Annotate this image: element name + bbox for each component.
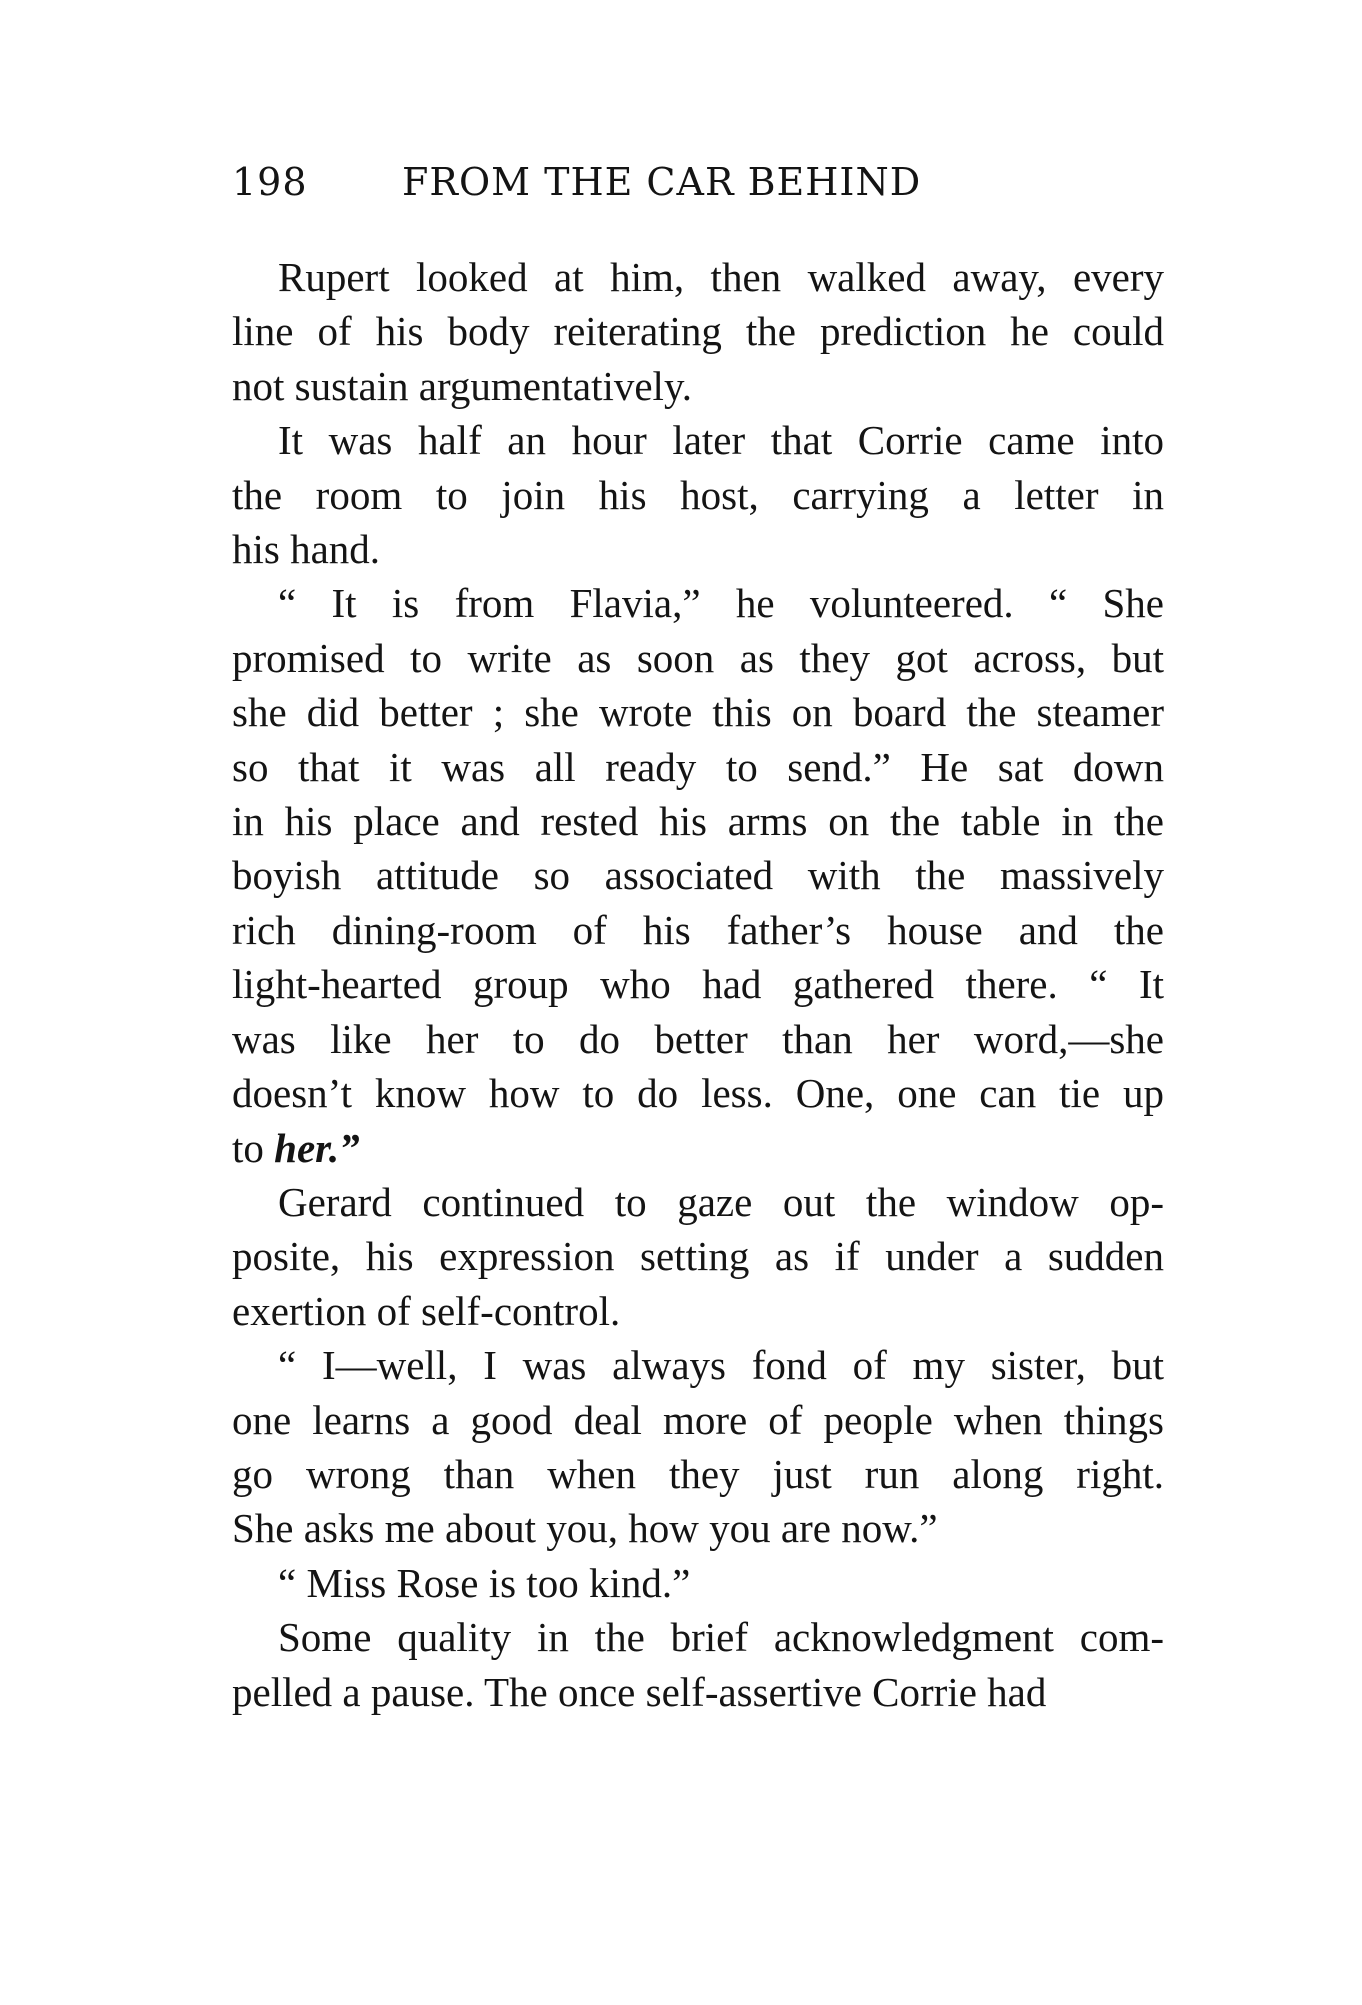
text-line: she did better ; she wrote this on board the steamer: [232, 689, 1164, 736]
text-line: line of his body reiterating the prediction he could: [232, 308, 1164, 355]
text-line: boyish attitude so associated with the massively: [232, 852, 1164, 899]
text-line: [232, 1121, 1164, 1175]
running-title: FROM THE CAR BEHIND: [402, 160, 922, 204]
text-line: Rupert looked at him, then walked away, every: [278, 254, 1164, 300]
text-line: doesn’t know how to do less. One, one can tie up: [232, 1070, 1164, 1117]
text-line: Some quality in the brief acknowledgment com-: [278, 1614, 1164, 1661]
paragraph: [232, 1338, 1164, 1556]
text-line: his hand.: [232, 526, 381, 573]
text-line: promised to write as soon as they got across, but: [232, 634, 1164, 681]
paragraph: [232, 250, 1164, 413]
paragraph: [232, 413, 1164, 576]
text-line: She asks me about you, how you are now.”: [232, 1505, 938, 1552]
text-line: so that it was all ready to send.” He sat down: [232, 743, 1164, 790]
text-line: light-hearted group who had gathered there. “ It: [232, 961, 1164, 1008]
paragraph: [232, 576, 1164, 1174]
emphasis-text: her.”: [274, 1124, 360, 1171]
text-line: It was half an hour later that Corrie came into: [278, 417, 1164, 464]
text-line: “ Miss Rose is too kind.”: [278, 1559, 691, 1606]
text-line: not sustain argumentatively.: [232, 362, 693, 409]
text-line: pelled a pause. The once self-assertive Corrie had: [232, 1668, 1047, 1715]
text-line: Gerard continued to gaze out the window op-: [278, 1178, 1164, 1225]
text-line: go wrong than when they just run along right.: [232, 1450, 1164, 1497]
body-text: [232, 250, 1164, 1719]
page-number: 198: [232, 160, 308, 204]
text-line: posite, his expression setting as if under a sudden: [232, 1233, 1164, 1280]
text-line: the room to join his host, carrying a letter in: [232, 471, 1164, 518]
text-fragment: to: [232, 1124, 264, 1171]
running-header: [232, 150, 1092, 210]
text-line: one learns a good deal more of people when things: [232, 1396, 1164, 1443]
paragraph: [232, 1175, 1164, 1338]
text-line: exertion of self-control.: [232, 1287, 621, 1334]
text-line: was like her to do better than her word,—she: [232, 1015, 1164, 1062]
text-line: “ It is from Flavia,” he volunteered. “ She: [278, 580, 1164, 627]
paragraph: [232, 1610, 1164, 1719]
text-line: rich dining-room of his father’s house and the: [232, 906, 1164, 953]
paragraph: [232, 1556, 1164, 1610]
text-line: in his place and rested his arms on the table in the: [232, 798, 1164, 845]
text-line: “ I—well, I was always fond of my sister, but: [278, 1342, 1164, 1389]
